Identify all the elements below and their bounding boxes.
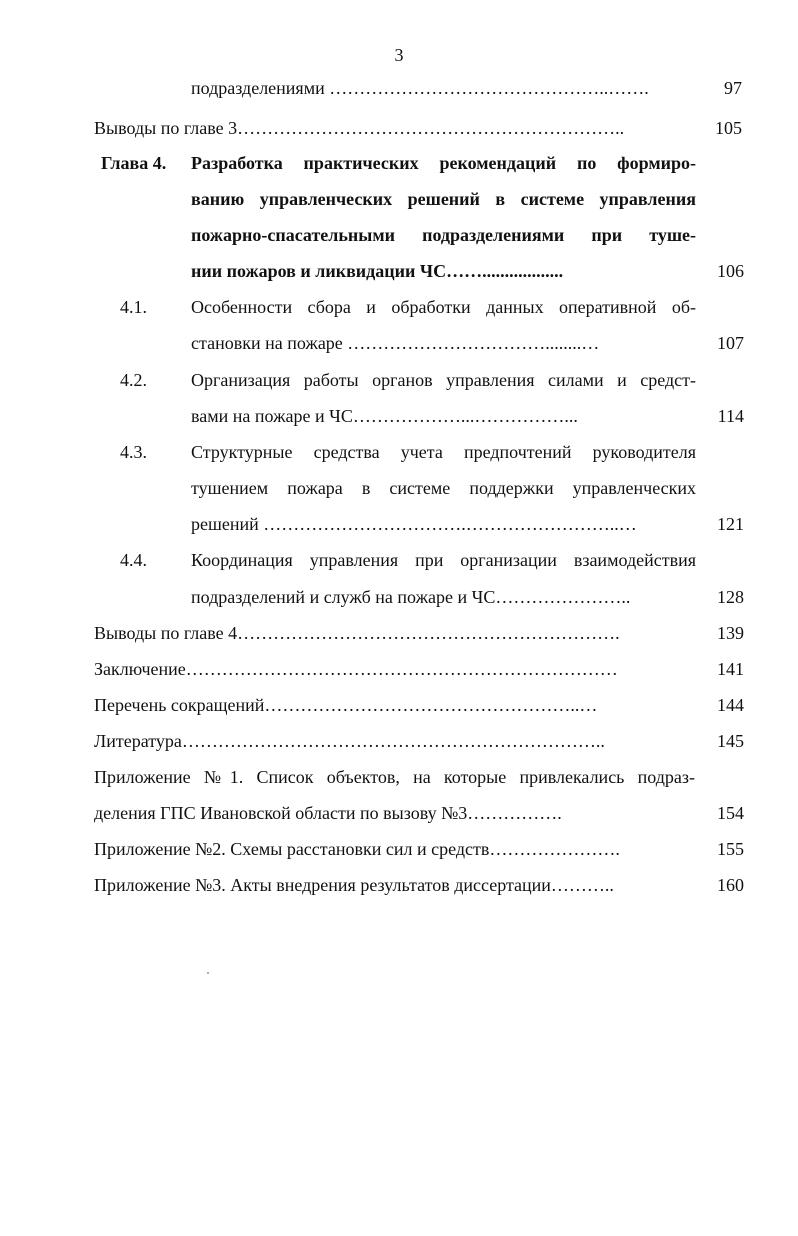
section-number: 4.2. xyxy=(120,370,147,390)
toc-entry-text: Приложение №2. Схемы расстановки сил и средств…………………. xyxy=(94,839,620,859)
section-number: 4.1. xyxy=(120,297,147,317)
toc-entry-text: деления ГПС Ивановской области по вызову №3……………. xyxy=(94,803,562,823)
toc-page-number: 155 xyxy=(717,839,744,859)
toc-entry-text: Перечень сокращений……………………………………………..… xyxy=(94,695,598,715)
toc-entry-text: Выводы по главе 3……………………………………………………….. xyxy=(94,118,625,138)
toc-entry-text: Выводы по главе 4………………………………………………………. xyxy=(94,623,620,643)
toc-page-number: 128 xyxy=(717,587,744,607)
chapter-title-line: пожарно-спасательными подразделениями при туше- xyxy=(191,225,696,245)
section-title-line: вами на пожаре и ЧС………………...……………... xyxy=(191,406,578,426)
toc-entry-text: подразделениями ………………………………………..……. xyxy=(191,78,649,98)
chapter-label: Глава 4. xyxy=(101,153,167,173)
toc-page-number: 144 xyxy=(717,695,744,715)
toc-page-number: 106 xyxy=(717,261,744,281)
toc-entry-text: Приложение №3. Акты внедрения результатов диссертации……….. xyxy=(94,875,614,895)
section-number: 4.3. xyxy=(120,442,147,462)
toc-page-number: 139 xyxy=(717,623,744,643)
chapter-title-line: ванию управленческих решений в системе управления xyxy=(191,189,696,209)
section-title-line: решений …………………………….……………………..… xyxy=(191,514,637,534)
toc-entry-text: Заключение……………………………………………………………… xyxy=(94,659,618,679)
section-title-line: Координация управления при организации взаимодействия xyxy=(191,550,696,570)
toc-page-number: 154 xyxy=(717,803,744,823)
toc-page-number: 107 xyxy=(717,333,744,353)
chapter-title-line: нии пожаров и ликвидации ЧС…….................. xyxy=(191,261,564,281)
section-title-line: становки на пожаре ……………………………........… xyxy=(191,333,600,353)
toc-page-number: 114 xyxy=(717,406,744,426)
section-number: 4.4. xyxy=(120,550,147,570)
section-title-line: подразделений и служб на пожаре и ЧС………………….. xyxy=(191,587,631,607)
toc-page-number: 97 xyxy=(724,78,742,98)
toc-page-number: 121 xyxy=(717,514,744,534)
section-title-line: Организация работы органов управления силами и средст- xyxy=(191,370,696,390)
toc-page-number: 160 xyxy=(717,875,744,895)
toc-page-number: 105 xyxy=(715,118,742,138)
scan-speck xyxy=(207,972,209,974)
section-title-line: Структурные средства учета предпочтений руководителя xyxy=(191,442,696,462)
chapter-title-line: Разработка практических рекомендаций по формиро- xyxy=(191,153,696,173)
toc-entry-text: Приложение №1. Список объектов, на которые привлекались подраз- xyxy=(94,767,695,787)
toc-entry-text: Литература…………………………………………………………….. xyxy=(94,731,605,751)
section-title-line: тушением пожара в системе поддержки управленческих xyxy=(191,478,696,498)
toc-page-number: 141 xyxy=(717,659,744,679)
section-title-line: Особенности сбора и обработки данных оперативной об- xyxy=(191,297,696,317)
page-number: 3 xyxy=(394,45,404,65)
toc-page-number: 145 xyxy=(717,731,744,751)
